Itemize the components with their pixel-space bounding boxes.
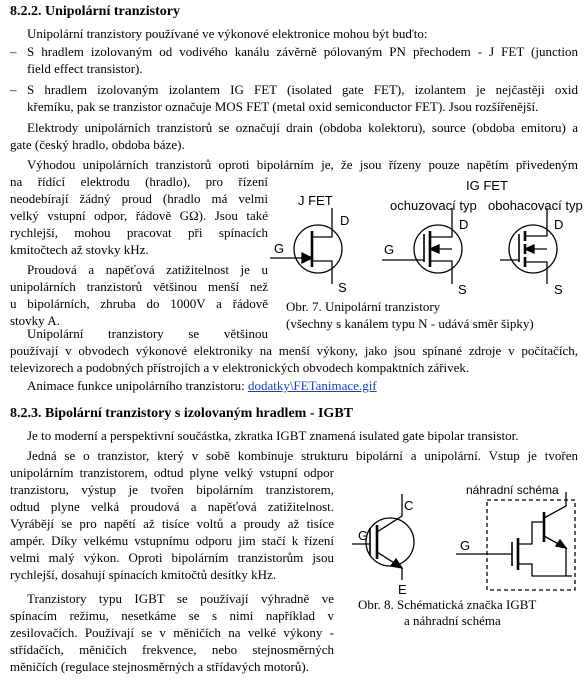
fig8-caption-line2: a náhradní schéma bbox=[404, 613, 501, 628]
intro-text: Unipolární tranzistory používané ve výkonové elektronice mohou být buďto: bbox=[27, 26, 428, 41]
enhancement-pin-s: S bbox=[554, 282, 563, 297]
structure-para-line: velmi malý výkon. Oproti bipolárním tranzistorům jsou bbox=[10, 550, 334, 565]
advantage-para-line: kmitočtech až stovky kHz. bbox=[10, 242, 149, 257]
current-para-line: stovky A. bbox=[10, 313, 60, 328]
igbt-intro-text: Je to moderní a perspektivní součástka, zkratka IGBT znamená isulated gate bipolar transistor. bbox=[27, 428, 519, 443]
bullet1-line: S hradlem izolovaným od vodivého kanálu závěrně pólovaným PN přechodem - J FET (junction bbox=[27, 44, 578, 59]
section-heading-822: 8.2.2. Unipolární tranzistory bbox=[10, 4, 180, 19]
depletion-pin-d: D bbox=[459, 217, 469, 232]
structure-para-line: Vyrábějí se pro napětí až tisíce voltů a proudy až tisíce bbox=[10, 516, 334, 531]
bullet-mark: – bbox=[10, 44, 17, 59]
current-para-line: unipolárních tranzistorů většinou menší než bbox=[10, 279, 268, 294]
jfet-pin-d: D bbox=[340, 213, 350, 228]
bullet1-line: field effect transistor). bbox=[27, 61, 143, 76]
equivalent-pin-g: G bbox=[460, 538, 471, 553]
figure-8-igbt bbox=[344, 480, 588, 600]
structure-para-line: unipolárním tranzistorem, odtud plyne velký vstupní odpor bbox=[10, 465, 334, 480]
advantage-para-line: na řídící elektrodu (hradlo), pro řízení bbox=[10, 174, 268, 189]
advantage-para-line: rychlejší, mohou pracovat při spínacích bbox=[10, 225, 268, 240]
type-para-line: měničích (regulace stejnosměrných a střídavých motorů). bbox=[10, 659, 309, 674]
type-para-line: spínacím režimu, nesetkáme se s nimi například v bbox=[10, 608, 334, 623]
enhancement-pin-d: D bbox=[554, 217, 564, 232]
current-para-line: Proudová a napěťová zatižitelnost je u bbox=[27, 262, 268, 277]
depletion-pin-s: S bbox=[458, 282, 467, 297]
type-para-line: střídačích, měničích frekvence, nebo stejnosměrných bbox=[10, 642, 334, 657]
structure-para-line: odtud plyne velká proudová a napěťová zatižitelnost. bbox=[10, 499, 334, 514]
jfet-pin-g: G bbox=[274, 241, 285, 256]
structure-para-line: tranzistoru, výstup je tvořen bipolárním tranzistorem, bbox=[10, 482, 334, 497]
equivalent-label: náhradní schéma bbox=[466, 483, 559, 497]
equivalent-circuit bbox=[456, 492, 575, 590]
section-heading-823: 8.2.3. Bipolární tranzistory s izolovaným hradlem - IGBT bbox=[10, 406, 353, 421]
electrodes-para-line: Elektrody unipolárních tranzistorů se označují drain (obdoba kolektoru), source (obdoba emitoru) a bbox=[27, 120, 578, 135]
animation-line bbox=[27, 378, 377, 394]
electrodes-para-line: gate (český hradlo, obdoba báze). bbox=[10, 137, 185, 152]
fig7-caption-line1: Obr. 7. Unipolární tranzistory bbox=[286, 299, 441, 314]
structure-para-line: rychlejší, dosahují spínacích kmitočtů desítky kHz. bbox=[10, 567, 277, 582]
usage-para-line: televizorech a podobných přístrojích a v elektronických obvodech kompaktních zářivek. bbox=[10, 360, 470, 375]
usage-para-line: používají v obvodech výkonové elektroniky na menší výkony, jako jsou spínané zdroje v počítačích, bbox=[10, 343, 578, 358]
usage-para-line: Unipolární tranzistory se většinou bbox=[27, 326, 268, 341]
bullet2-line: S hradlem izolovaným izolantem IG FET (isolated gate FET), izolantem je nejčastěji oxid bbox=[27, 82, 578, 97]
fig8-caption-line1: Obr. 8. Schématická značka IGBT bbox=[358, 597, 537, 612]
jfet-pin-s: S bbox=[338, 280, 347, 295]
enhancement-label: obohacovací typ bbox=[488, 198, 583, 213]
jfet-label: J FET bbox=[298, 193, 333, 208]
bullet-mark: – bbox=[10, 82, 17, 97]
structure-para-line: Jedná se o tranzistor, který v sobě kombinuje strukturu bipolární a unipolární. Vstup je tvořen bbox=[27, 448, 578, 463]
igbt-pin-e: E bbox=[398, 582, 407, 597]
igfet-label: IG FET bbox=[466, 178, 508, 193]
igbt-pin-c: C bbox=[404, 498, 414, 513]
advantage-para-line: neodebírají žádný proud (hradlo má velmi bbox=[10, 191, 268, 206]
structure-para-line: ampér. Díky velkému vstupnímu odporu jim stačí k řízení bbox=[10, 533, 334, 548]
type-para-line: zesilovačích. Používají se v měničích na velké výkony - bbox=[10, 625, 334, 640]
bullet2-line: křemíku, pak se tranzistor označuje MOS FET (metal oxid semiconductor FET). Jsou rozšířenější. bbox=[27, 99, 539, 114]
animation-link[interactable]: dodatky\FETanimace.gif bbox=[247, 378, 377, 393]
advantage-para-line: Výhodou unipolárních tranzistorů oproti bipolárním je, že jsou řízeny pouze napětím přivedeným bbox=[27, 157, 578, 172]
current-para-line: u bipolárních, zhruba do 1000V a řádově bbox=[10, 296, 268, 311]
type-para-line: Tranzistory typu IGBT se používají výhradně ve bbox=[27, 591, 334, 606]
advantage-para-line: velký vstupní odpor, řádově GΩ). Jsou také bbox=[10, 208, 268, 223]
igbt-pin-g: G bbox=[358, 528, 369, 543]
animation-label: Animace funkce unipolárního tranzistoru: bbox=[27, 378, 248, 393]
depletion-pin-g: G bbox=[384, 242, 395, 257]
fig7-caption-line2: (všechny s kanálem typu N - udává směr šipky) bbox=[286, 316, 534, 331]
depletion-label: ochuzovací typ bbox=[390, 198, 477, 213]
igfet-enhancement-symbol bbox=[500, 208, 557, 284]
